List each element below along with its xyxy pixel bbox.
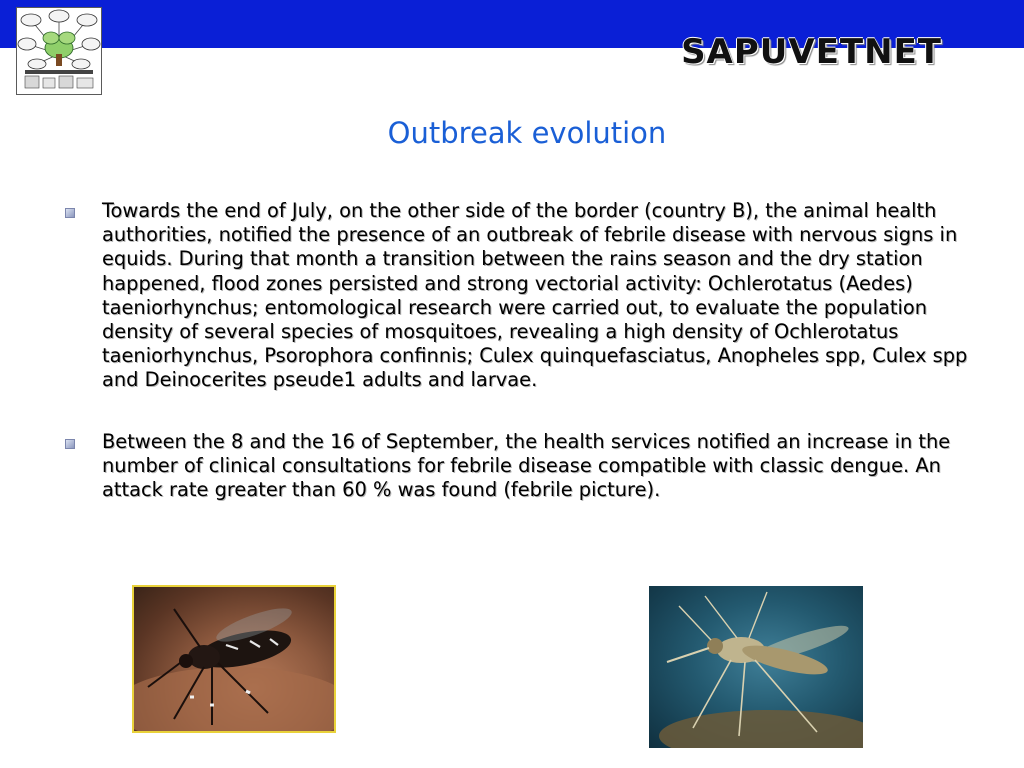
bullet-item-dengue xyxy=(62,430,974,503)
slide-title: Outbreak evolution xyxy=(387,116,667,150)
bullet-list xyxy=(62,199,974,502)
brand-name: SAPUVETNET xyxy=(681,32,942,72)
mosquito-photo-on-skin xyxy=(132,585,336,733)
square-bullet-icon xyxy=(65,439,75,449)
bullet-text: Between the 8 and the 16 of September, the health services notified an increase in the number of clinical consultations for febrile disease compatible with classic dengue. An attack rate greater than 60 % was found (febrile picture). xyxy=(102,429,951,502)
bullet-item-outbreak xyxy=(62,199,974,393)
bullet-text: Towards the end of July, on the other side of the border (country B), the animal health authorities, notified the presence of an outbreak of febrile disease with nervous signs in equids. During that month a transition between the rains season and the dry station happened, flood zones persisted and strong vectorial activity: Ochlerotatus (Aedes) taeniorhynchus; entomological research were carried out, to evaluate the population density of several species of mosquitoes, revealing a high density of Ochlerotatus taeniorhynchus, Psorophora confinnis; Culex quinquefasciatus, Anopheles spp, Culex spp and Deinocerites pseude1 adults and larvae. xyxy=(102,199,968,392)
square-bullet-icon xyxy=(65,208,75,218)
sapuvetnet-logo xyxy=(16,7,102,95)
mosquito-photo-blue-background xyxy=(649,586,863,748)
